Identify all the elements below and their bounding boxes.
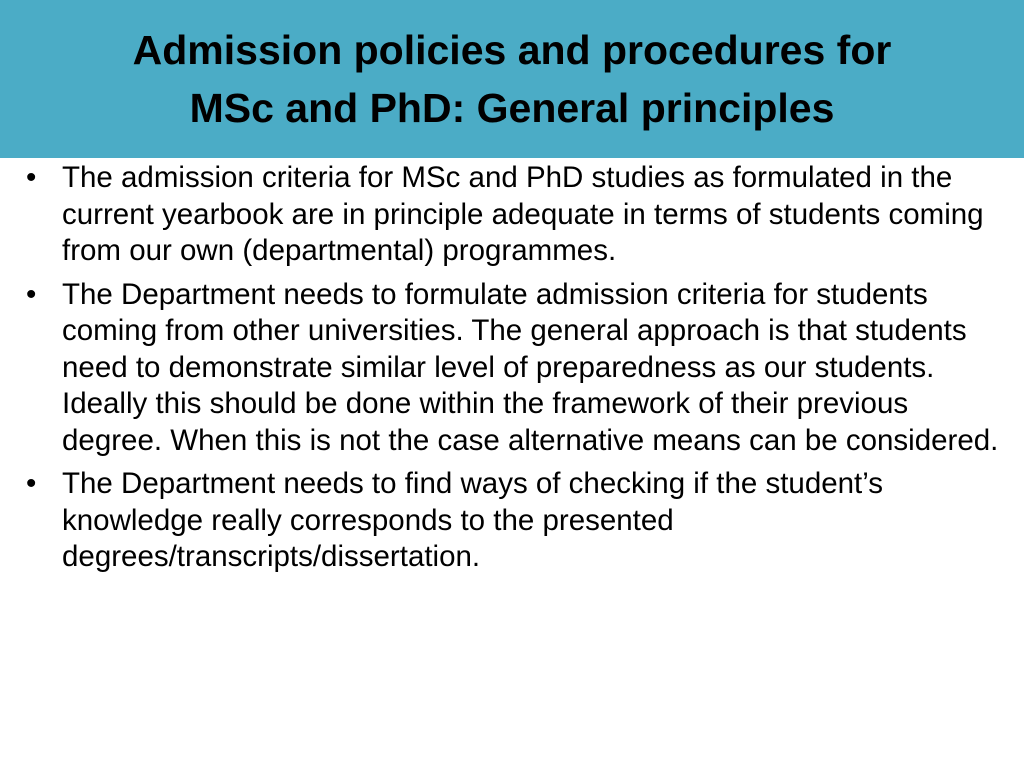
bullet-marker: •: [26, 161, 37, 194]
slide-title: [32, 21, 992, 137]
slide-title-line-2: MSc and PhD: General principles: [189, 85, 835, 131]
bullet-marker: •: [26, 467, 37, 500]
bullet-list: [0, 160, 1024, 583]
bullet-text: The Department needs to find ways of checking if the student’s knowledge really corresponds to the presented degrees/transcripts/dissertation.: [62, 467, 884, 573]
bullet-item: [0, 466, 1024, 576]
bullet-text: The Department needs to formulate admission criteria for students coming from other universities. The general approach is that students need to demonstrate similar level of preparedness as our students. Ideally this should be done within the framework of their previous degree. When this is not the case alternative means can be considered.: [62, 277, 999, 457]
bullet-text: The admission criteria for MSc and PhD studies as formulated in the current yearbook are in principle adequate in terms of students coming from our own (departmental) programmes.: [62, 161, 984, 267]
slide-title-line-1: Admission policies and procedures for: [132, 27, 892, 73]
bullet-item: [0, 277, 1024, 460]
title-bar: [0, 0, 1024, 158]
bullet-item: [0, 160, 1024, 270]
bullet-marker: •: [26, 277, 37, 311]
